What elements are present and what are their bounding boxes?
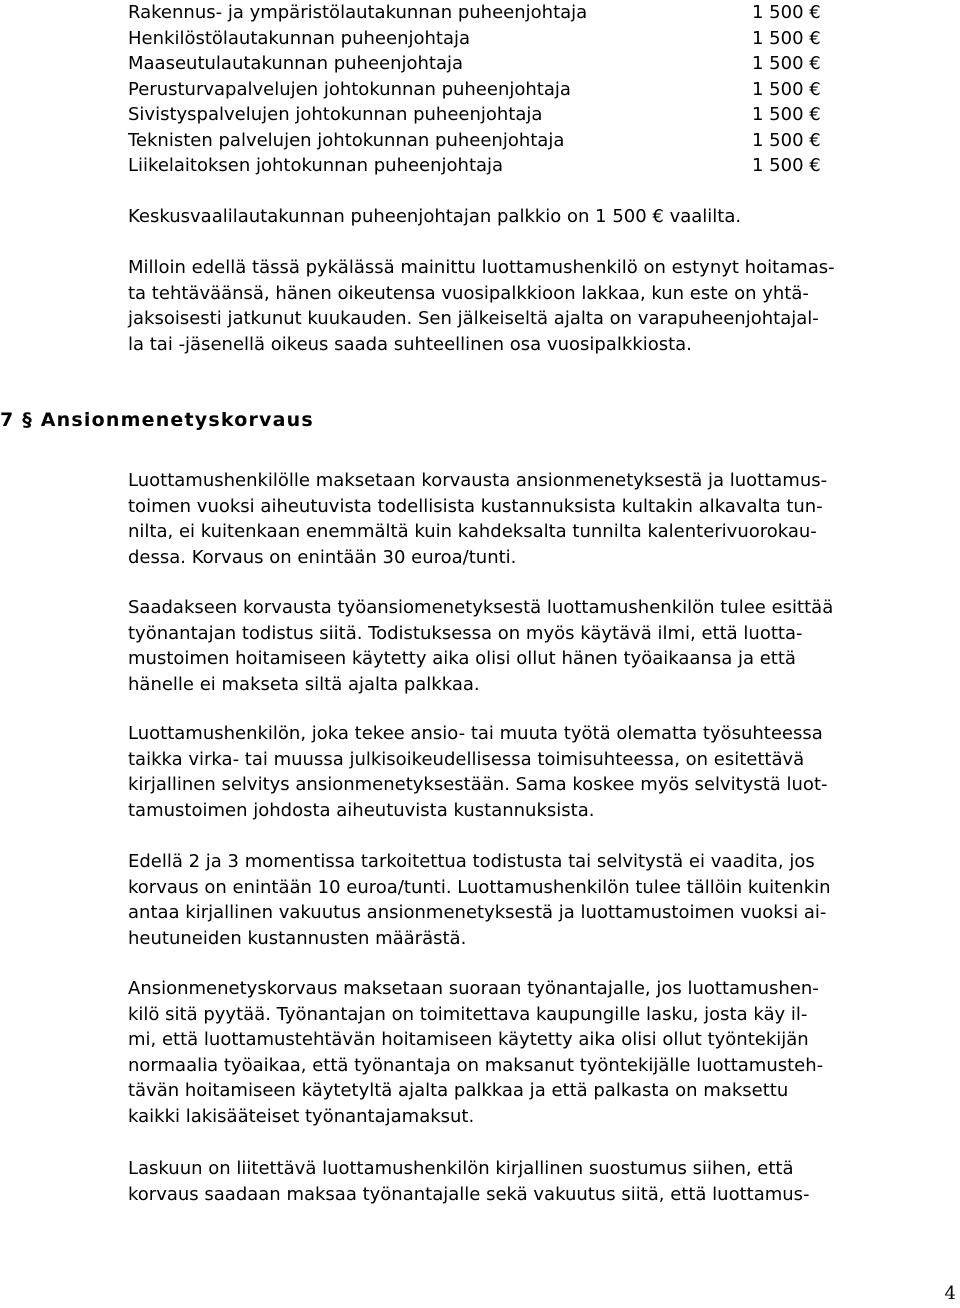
text-line: Ansionmenetyskorvaus maksetaan suoraan työnantajalle, jos luottamushen-: [128, 978, 819, 999]
text-line: kirjallinen selvitys ansionmenetyksestään. Sama koskee myös selvitystä luot-: [128, 774, 828, 795]
text-line: taikka virka- tai muussa julkisoikeudellisessa toimisuhteessa, on esitettävä: [128, 748, 805, 770]
paragraph: [128, 721, 958, 823]
fee-row: [128, 77, 848, 103]
fee-label: Maaseutulautakunnan puheenjohtaja: [128, 53, 464, 74]
text-line: tamustoimen johdosta aiheutuvista kustannuksista.: [128, 799, 595, 821]
fee-row: [128, 153, 848, 179]
section-heading: [0, 406, 314, 434]
fee-list: [128, 0, 848, 179]
page-number: 4: [944, 1283, 956, 1304]
paragraph: [128, 595, 958, 697]
fee-value: 1 500 €: [752, 104, 821, 125]
absence-paragraph: [128, 255, 958, 357]
section-title: Ansionmenetyskorvaus: [40, 409, 314, 431]
text-line: hänelle ei makseta siltä ajalta palkkaa.: [128, 673, 480, 695]
text-line: Luottamushenkilön, joka tekee ansio- tai muuta työtä olematta työsuhteessa: [128, 723, 823, 744]
fee-row: [128, 128, 848, 154]
text-line: työnantajan todistus siitä. Todistuksessa on myös käytävä ilmi, että luotta-: [128, 622, 803, 644]
paragraph: [128, 849, 958, 951]
text-line: korvaus saadaan maksaa työnantajalle sekä vakuutus siitä, että luottamus-: [128, 1183, 810, 1205]
text-line: dessa. Korvaus on enintään 30 euroa/tunti.: [128, 546, 517, 568]
text-line: Keskusvaalilautakunnan puheenjohtajan palkkio on 1 500 € vaalilta.: [128, 206, 742, 227]
paragraph: [128, 1156, 958, 1207]
fee-label: Rakennus- ja ympäristölautakunnan puheenjohtaja: [128, 2, 588, 23]
text-line: la tai -jäsenellä oikeus saada suhteellinen osa vuosipalkkiosta.: [128, 333, 692, 355]
fee-label: Perusturvapalvelujen johtokunnan puheenjohtaja: [128, 78, 571, 100]
fee-row: [128, 0, 848, 26]
fee-label: Henkilöstölautakunnan puheenjohtaja: [128, 27, 471, 49]
paragraph: [128, 468, 958, 570]
paragraph: [128, 976, 958, 1129]
text-line: normaalia työaikaa, että työnantaja on maksanut työntekijälle luottamusteh-: [128, 1054, 824, 1076]
text-line: antaa kirjallinen vakuutus ansionmenetyksestä ja luottamustoimen vuoksi ai-: [128, 902, 827, 923]
text-line: korvaus on enintään 10 euroa/tunti. Luottamushenkilön tulee tällöin kuitenkin: [128, 876, 831, 898]
text-line: Milloin edellä tässä pykälässä mainittu luottamushenkilö on estynyt hoitamas-: [128, 257, 835, 278]
fee-row: [128, 26, 848, 52]
text-line: kilö sitä pyytää. Työnantajan on toimitettava kaupungille lasku, josta käy il-: [128, 1003, 808, 1025]
text-line: mi, että luottamustehtävän hoitamiseen käytetty aika olisi ollut työntekijän: [128, 1029, 809, 1050]
fee-value: 1 500 €: [752, 78, 821, 100]
text-line: Edellä 2 ja 3 momentissa tarkoitettua todistusta tai selvitystä ei vaadita, jos: [128, 851, 815, 872]
text-line: jaksoisesti jatkunut kuukauden. Sen jälkeiseltä ajalta on varapuheenjohtajal-: [128, 308, 819, 329]
text-line: tävän hoitamiseen käytetyltä ajalta palkkaa ja että palkasta on maksettu: [128, 1080, 789, 1101]
text-line: mustoimen hoitamiseen käytetty aika olisi ollut hänen työaikaansa ja että: [128, 648, 796, 669]
text-line: kaikki lakisääteiset työnantajamaksut.: [128, 1105, 475, 1127]
fee-label: Teknisten palvelujen johtokunnan puheenjohtaja: [128, 129, 565, 151]
fee-row: [128, 51, 848, 77]
fee-label: Liikelaitoksen johtokunnan puheenjohtaja: [128, 155, 504, 176]
fee-value: 1 500 €: [752, 2, 821, 23]
fee-row: [128, 102, 848, 128]
text-line: heutuneiden kustannusten määrästä.: [128, 927, 467, 949]
text-line: ta tehtäväänsä, hänen oikeutensa vuosipalkkioon lakkaa, kun este on yhtä-: [128, 282, 809, 304]
election-board-note: [128, 204, 958, 230]
section-number: 7: [0, 409, 15, 431]
text-line: nilta, ei kuitenkaan enemmältä kuin kahdeksalta tunnilta kalenterivuorokau-: [128, 521, 817, 542]
fee-value: 1 500 €: [752, 27, 821, 49]
section-symbol: §: [22, 409, 33, 431]
text-line: Luottamushenkilölle maksetaan korvausta ansionmenetyksestä ja luottamus-: [128, 470, 828, 491]
text-line: toimen vuoksi aiheutuvista todellisista kustannuksista kultakin alkavalta tun-: [128, 495, 823, 517]
fee-value: 1 500 €: [752, 129, 821, 151]
text-line: Laskuun on liitettävä luottamushenkilön kirjallinen suostumus siihen, että: [128, 1158, 794, 1179]
fee-value: 1 500 €: [752, 53, 821, 74]
fee-label: Sivistyspalvelujen johtokunnan puheenjohtaja: [128, 104, 543, 125]
text-line: Saadakseen korvausta työansiomenetyksestä luottamushenkilön tulee esittää: [128, 597, 834, 618]
fee-value: 1 500 €: [752, 155, 821, 176]
